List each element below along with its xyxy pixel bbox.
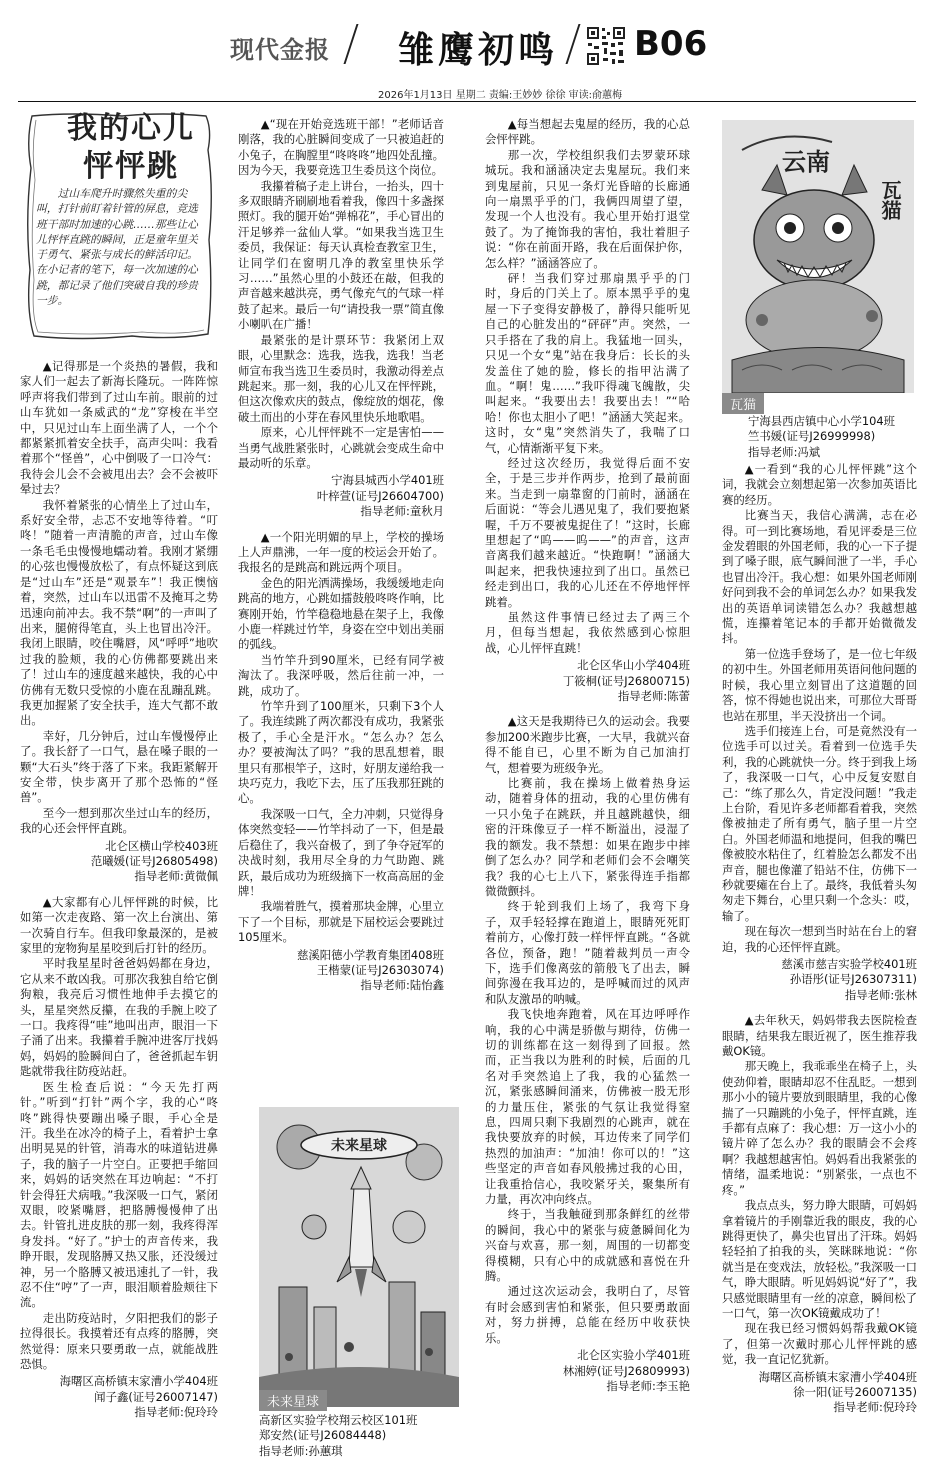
paragraph: ▲“现在开始竞选班干部！”老师话音刚落，我的心脏瞬间变成了一只被追赶的小兔子，在胸膛里“咚咚咚”地四处乱撞。因为今天，我要竞选卫生委员这个岗位。 [238,117,444,178]
paragraph: 比赛当天，我信心满满，志在必得。可一到比赛场地，看见评委是三位金发碧眼的外国老师，我的心一下子提到了嗓子眼，底气瞬间泄了一半，手心也冒出冷汗。我心想：如果外国老师刚好问到我不会的单词怎么办？如果我发出的英语单词读错怎么办？我越想越慌，连攥着笔记本的手都开始微微发抖。 [722,508,917,646]
byline-author: 徐一阳(证号26007135) [793,1384,917,1399]
paragraph: 现在每次一想到当时站在台上的窘迫，我的心还怦怦直跳。 [722,924,917,954]
column-4 [722,462,917,1416]
paragraph: 那天晚上，我乖乖坐在椅子上，头使劲仰着，眼睛却忍不住乱眨。一想到那小小的镜片要放到眼睛里，我的心像揣了一只蹦跳的小兔子，怦怦直跳，连手都有点麻了：我心想：万一这小小的镜片碎了怎么办？我的眼睛会不会疼啊？我越想越害怕。妈妈看出我紧张的情绪，温柔地说：“别紧张，一点也不疼。” [722,1059,917,1197]
paragraph: 通过这次运动会，我明白了，尽管有时会感到害怕和紧张，但只要勇敢面对，努力拼搏，总能在经历中收获快乐。 [485,1284,690,1345]
byline-teacher: 指导老师:倪玲玲 [833,1400,917,1415]
byline [238,473,444,519]
paragraph: 那一次，学校组织我们去罗蒙环球城玩。我和涵涵决定去鬼屋玩。我们来到鬼屋前，只见一条灯光昏暗的长廊通向一扇黑乎乎的门，我俩四周望了望，发现一个人也没有。我心里开始打退堂鼓了。为了掩饰我的害怕，我壮着胆子说：“你在前面开路，我在后面保护你，怎么样？”涵涵答应了。 [485,147,690,270]
article [485,714,690,1394]
byline-teacher: 指导老师:陈蕾 [617,689,690,704]
artwork-tile-cat [722,120,914,393]
page-number: B06 [634,24,708,64]
paragraph: 我攥着稿子走上讲台，一抬头，四十多双眼睛齐刷刷地看着我，像四十多盏探照灯。我的腿开始“弹棉花”，手心冒出的汗足够养一盆仙人掌。“如果我当选卫生委员，我保证：每天认真检查教室卫生，让同学们在窗明几净的教室里快乐学习……”虽然心里的小鼓还在敲，但我的声音越来越洪亮，勇气像充气的气球一样鼓了起来。最后一句“请投我一票”简直像小喇叭在广播！ [238,178,444,332]
paragraph: ▲去年秋天，妈妈带我去医院检查眼睛，结果我左眼近视了，医生推荐我戴OK镜。 [722,1013,917,1059]
tile-cat-drawing [722,120,914,393]
paragraph: 走出防疫站时，夕阳把我们的影子拉得很长。我摸着还有点疼的胳膊，突然觉得：原来只要勇敢一点，就能战胜恐惧。 [20,1310,218,1371]
byline-author: 闻子鑫(证号26007147) [94,1389,218,1404]
dateline: 2026年1月13日 星期二 责编:王妙妙 徐徐 审读:俞蕙梅 [378,90,622,101]
paragraph: 医生检查后说：“今天先打两针。”听到“打针”两个字，我的心“咚咚”跳得快要蹦出嗓子眼，手心全是汗。我坐在冰冷的椅子上，看着护士拿出明晃晃的针管，消毒水的味道钻进鼻子，我的脑子一片空白。正要把手缩回来，妈妈的话突然在耳边响起：“不打针会得狂犬病哦。”我深吸一口气，紧闭双眼，咬紧嘴唇，把胳膊慢慢伸了出去。针管扎进皮肤的那一刻，我疼得浑身发抖。“好了。”护士的声音传来，我睁开眼，发现胳膊又热又胀，还没缓过神，另一个胳膊又被迅速扎了一针，我忍不住“哼”了一声，眼泪顺着脸颊往下流。 [20,1079,218,1310]
byline-teacher: 指导老师:陆怡鑫 [360,978,444,993]
paragraph: 选手们接连上台，可是竟然没有一位选手可以过关。看着到一位选手失利，我的心跳就快一分。终于到我上场了，我深吸一口气，心中反复安慰自己：“练了那么久，肯定没问题！”我走上台阶，看见许多老师都看着我，突然像被抽走了所有勇气，脑子里一片空白。外国老师温和地提问，但我的嘴巴像被胶水粘住了，红着脸怎么都发不出声音，腿也像灌了铅站不住，仿佛下一秒就要瘫在台上了。最终，我低着头匆匆走下舞台，心里只剩一个念头：哎，输了。 [722,723,917,923]
byline-author: 范曦媛(证号J26805498) [90,854,218,868]
byline-school: 宁海县城西小学401班 [331,473,444,488]
paragraph: 平时我星星时爸爸妈妈都在身边，它从来不敢凶我。可那次我独自给它倒狗粮，我亮后习惯性地伸手去摸它的头，星星突然反攥，在我的手腕上咬了一口。我疼得“哇”地叫出声，眼泪一下子涌了出来。我攥着手腕冲进客厅找妈妈，妈妈的脸瞬间白了，爸爸抓起车钥匙就带我往防疫站赶。 [20,956,218,1079]
paragraph: 比赛前，我在操场上做着热身运动，随着身体的扭动，我的心里仿佛有一只小兔子在跳跃，并且越跳越快，细密的汗珠像豆子一样不断溢出，浸湿了我的额发。我不禁想：如果在跑步中摔倒了怎么办？同学和老师们会不会嘲笑我？我的心七上八下，紧张得连手指都微微颤抖。 [485,776,690,898]
byline-school: 海曙区高桥镇末家漕小学404班 [59,1374,218,1389]
artwork-future-planet [259,1107,459,1407]
paragraph: 现在我已经习惯妈妈帮我戴OK镜了，但第一次戴时那心儿怦怦跳的感觉，我一直记忆犹新。 [722,1321,917,1367]
paragraph: 我端着胜气，摸着那块金牌，心里立下了一个目标，那就是下届校运会要跳过105厘米。 [238,899,444,945]
byline-author: 叶梓萱(证号J26604700) [316,488,444,503]
paragraph: 我怀着紧张的心情坐上了过山车，系好安全带，忐忑不安地等待着。“叮咚！”随着一声清脆的声音，过山车像一条毛毛虫慢慢地蠕动着。我刚才紧绷的心弦也慢慢放松了，有点怀疑这到底是“过山车”还是“观景车”！我正懊恼着，突然，过山车以迅雷不及掩耳之势迅速向前冲去。我不禁“啊”的一声叫了出来，腿俯得笔直，头上也冒出冷汗。我闭上眼睛，咬住嘴唇，风“呼呼”地吹过我的脸颊，我的心仿佛都要跳出来了！过山车的速度越来越快，我的心中仿佛有无数只受惊的小鹿在乱蹦乱跳。我更加握紧了安全扶手，连大气都不敢出。 [20,497,218,728]
newspaper-brand: 现代金报 [230,36,330,64]
byline [485,658,690,704]
artwork-drawn-title: 未来星球 [331,1138,387,1154]
paragraph: 终于，当我触碰到那条鲜红的丝带的瞬间，我心中的紧张与疲惫瞬间化为兴奋与欢喜，那一刻，周围的一切都变得模糊，只有心中的成就感和喜悦在升腾。 [485,1207,690,1284]
byline-school: 北仑区华山小学404班 [577,658,690,673]
paragraph: 幸好，几分钟后，过山车慢慢停止了。我长舒了一口气，悬在嗓子眼的一颗“大石头”终于落了下来。我距紧解开安全带，快步离开了那个恐怖的“怪兽”。 [20,728,218,805]
byline-school: 北仑区横山学校403班 [105,838,218,853]
paragraph: 原来，心儿怦怦跳不一定是害怕——当勇气战胜紧张时，心跳就会变成生命中最动听的乐章。 [238,425,444,470]
artwork-title-tag: 未来星球 [259,1390,327,1411]
paragraph: 我飞快地奔跑着，风在耳边呼呼作响，我的心中满是骄傲与期待，仿佛一切的训练都在这一刻得到了回报。然而，正当我以为胜利的时候，后面的几名对手突然追上了我，我的心猛然一沉，紧张感瞬间涌来，仿佛被一股无形的力量压住，紧张的气氛让我觉得窒息，四周只剩下我剧烈的心跳声，就在我快要放弃的时候，耳边传来了同学们热烈的加油声：“加油！你可以的！”这些坚定的声音如春风般拂过我的心田，让我重拾信心，我咬紧牙关，聚集所有力量，再次冲向终点。 [485,1007,690,1207]
paragraph: 至今一想到那次坐过山车的经历，我的心还会怦怦直跳。 [20,805,218,836]
column-1 [20,359,218,1421]
byline-teacher: 指导老师:李玉艳 [606,1378,690,1393]
paragraph: ▲一看到“我的心儿怦怦跳”这个词，我就会立刻想起第一次参加英语比赛的经历。 [722,462,917,507]
byline-author: 王楷蒙(证号J26303074) [316,962,444,977]
byline-author: 林湘婷(证号J26809993) [562,1363,690,1378]
byline [20,1374,218,1420]
byline-school: 北仑区实验小学401班 [577,1348,690,1363]
artwork-drawn-text: 瓦猫 [878,180,902,220]
masthead-divider [344,24,359,64]
masthead [0,0,934,82]
byline-school: 慈溪阳德小学教育集团408班 [296,947,444,962]
artwork-title-tag: 瓦猫 [722,393,764,414]
article [722,462,917,1003]
paragraph: 竹竿升到了100厘米，只剩下3个人了。我连续跳了两次都没有成功，我紧张极了，手心全是汗水。“怎么办？怎么办？要被淘汰了吗？”我的思乱想着，眼里只有那根竿子，这时，好朋友递给我一块巧克力，我吃下去，压了压我那狂跳的心。 [238,699,444,806]
byline-teacher: 指导老师:童秋月 [360,504,444,519]
feature-title: 我的心儿 怦怦跳 [67,111,195,184]
byline-school: 慈溪市慈吉实验学校401班 [781,957,917,971]
byline [485,1348,690,1394]
future-planet-drawing [259,1107,459,1407]
paragraph: 金色的阳光洒满操场，我缓缓地走向跳高的地方，心跳如擂鼓般咚咚作响，比赛刚开始，竹竿稳稳地悬在架子上，我像小鹿一样跳过竹竿，身姿在空中划出美丽的弧线。 [238,575,444,652]
artwork-drawn-text: 云南 [782,148,830,176]
byline [20,839,218,885]
article [722,1013,917,1416]
paragraph: ▲记得那是一个炎热的暑假，我和家人们一起去了新海长隆玩。一阵阵惊呼声将我们带到了过山车前。眼前的过山车犹如一条威武的“龙”穿梭在半空中，只见过山车上面坐满了人，一个个都紧紧抓着安全扶手，高声尖叫：我看着那个“怪兽”，心中倒吸了一口冷气：我待会儿会不会被甩出去？会不会被吓晕过去？ [20,359,218,497]
paragraph: 第一位选手登场了，是一位七年级的初中生。外国老师用英语问他问题的时候，我心里立刻冒出了这道题的回答，惊不得她也说出来，可那位大哥哥也站在那里，半天没挤出一个词。 [722,646,917,723]
paragraph: ▲大家都有心儿怦怦跳的时候，比如第一次走夜路、第一次上台演出、第一次骑自行车。但我印象最深的，是被家里的宠物狗星星咬到后打针的经历。 [20,894,218,956]
header-rule [18,101,916,102]
artwork-caption: 高新区实验学校翔云校区101班 郑安然(证号J26084448) 指导老师:孙蕙琪 [259,1413,418,1458]
article [238,530,444,994]
article [485,117,690,704]
feature-intro: 过山车爬升时骤然失重的尖叫，打针前盯着针管的屏息，竞选班干部时加速的心跳……那些让心儿怦怦直跳的瞬间，正是童年里关于勇气、紧张与成长的鲜活印记。在小记者的笔下，每一次加速的心跳，都记录了他们突破自我的珍贵一步。 [36,187,198,308]
paragraph: 我点点头，努力睁大眼睛，可妈妈拿着镜片的手刚靠近我的眼皮，我的心跳得更快了，鼻尖也冒出了汗珠。妈妈轻轻拍了拍我的头，笑眯眯地说：“你就当是在变戏法，放轻松。”我深吸一口气，睁大眼睛。听见妈妈说“好了”，我只感觉眼睛里有一丝的凉意，瞬间松了一口气，第一次OK镜戴成功了！ [722,1198,917,1320]
paragraph: ▲一个阳光明媚的早上，学校的操场上人声鼎沸，一年一度的校运会开始了。我报名的是跳高和跳远两个项目。 [238,529,444,575]
masthead-divider [566,24,581,64]
byline-author: 孙语彤(证号J26307311) [789,972,917,987]
paragraph: 终于轮到我们上场了，我弯下身子，双手轻轻撑在跑道上，眼睛死死盯着前方，心像打鼓一样怦怦直跳。“各就各位，预备，跑！”随着裁判员一声令下，选手们像离弦的箭般飞了出去，瞬间弥漫在我耳边的，是呼喊而过的风声和队友激昂的呐喊。 [485,899,690,1006]
byline [722,957,917,1003]
artwork-caption: 宁海县西店镇中心小学104班 竺书媛(证号J26999998) 指导老师:冯斌 [748,414,896,459]
byline-teacher: 指导老师:张林 [844,987,917,1002]
paragraph: 当竹竿升到90厘米，已经有同学被淘汰了。我深呼吸，然后往前一冲，一跳，成功了。 [238,652,444,698]
feature-intro-box [22,110,217,342]
column-3 [485,117,690,1394]
article [20,359,218,885]
article [20,895,218,1421]
byline-teacher: 指导老师:倪玲玲 [134,1405,218,1420]
byline [722,1370,917,1416]
paragraph: 经过这次经历，我觉得后面不安全，于是三步并作两步，抢到了最前面来。当走到一扇靠窗的门前时，涵涵在后面说：“等会儿遇见鬼了，我们要抱紧喔，千万不要被鬼捉住了！”这时，长廊里想起了“呜——呜——”的声音，这声音离我们越来越近。“快跑啊！”涵涵大叫起来，把我快速拉到了出口。虽然已经走到出口，我的心儿还在不停地怦怦跳着。 [485,455,690,609]
section-title: 雏鹰初鸣 [398,30,559,71]
byline-school: 海曙区高桥镇末家漕小学404班 [758,1369,917,1384]
article [238,117,444,520]
byline-teacher: 指导老师:黄微佩 [134,869,218,884]
qr-code-icon [586,26,626,66]
paragraph: 我深吸一口气，全力冲刺，只觉得身体突然变轻——竹竿抖动了一下，但是最后稳住了，我兴奋极了，到了争夺冠军的决战时刻，我用尽全身的力气助跑、跳跃，最后成功为班级摘下一枚高高屈的金牌！ [238,806,444,898]
paragraph: 砰！当我们穿过那扇黑乎乎的门时，身后的门关上了。原本黑乎乎的鬼屋一下子变得安静极了，静得只能听见自己的心脏发出的“砰砰”声。突然，一只手搭在了我的肩上。我猛地一回头，只见一个女“鬼”站在我身后：长长的头发盖住了她的脸，修长的指甲沾满了血。“啊！鬼……”我吓得魂飞魄散，尖叫起来。“我要出去！我要出去！”“哈哈！你也太胆小了吧！”涵涵大笑起来。这时，女“鬼”突然消失了，我喘了口气，心情渐渐平复下来。 [485,271,690,455]
byline-author: 丁筱桐(证号J26800715) [562,673,690,688]
paragraph: 最紧张的是计票环节：我紧闭上双眼，心里默念：选我，选我，选我！当老师宣布我当选卫生委员时，我激动得差点跳起来。那一刻，我的心儿又在怦怦跳，但这次像欢庆的鼓点，像绽放的烟花，像破土而出的小芽在春风里快乐地歌唱。 [238,332,444,424]
paragraph: ▲每当想起去鬼屋的经历，我的心总会怦怦跳。 [485,117,690,147]
paragraph: 虽然这件事情已经过去了两三个月，但每当想起，我依然感到心惊胆战，心儿怦怦直跳！ [485,610,690,655]
column-2 [238,117,444,994]
byline [238,948,444,994]
paragraph: ▲这天是我期待已久的运动会。我要参加200米跑步比赛，一大早，我就兴奋得不能自已，心里不断为自己加油打气，想着要为班级争光。 [485,714,690,775]
